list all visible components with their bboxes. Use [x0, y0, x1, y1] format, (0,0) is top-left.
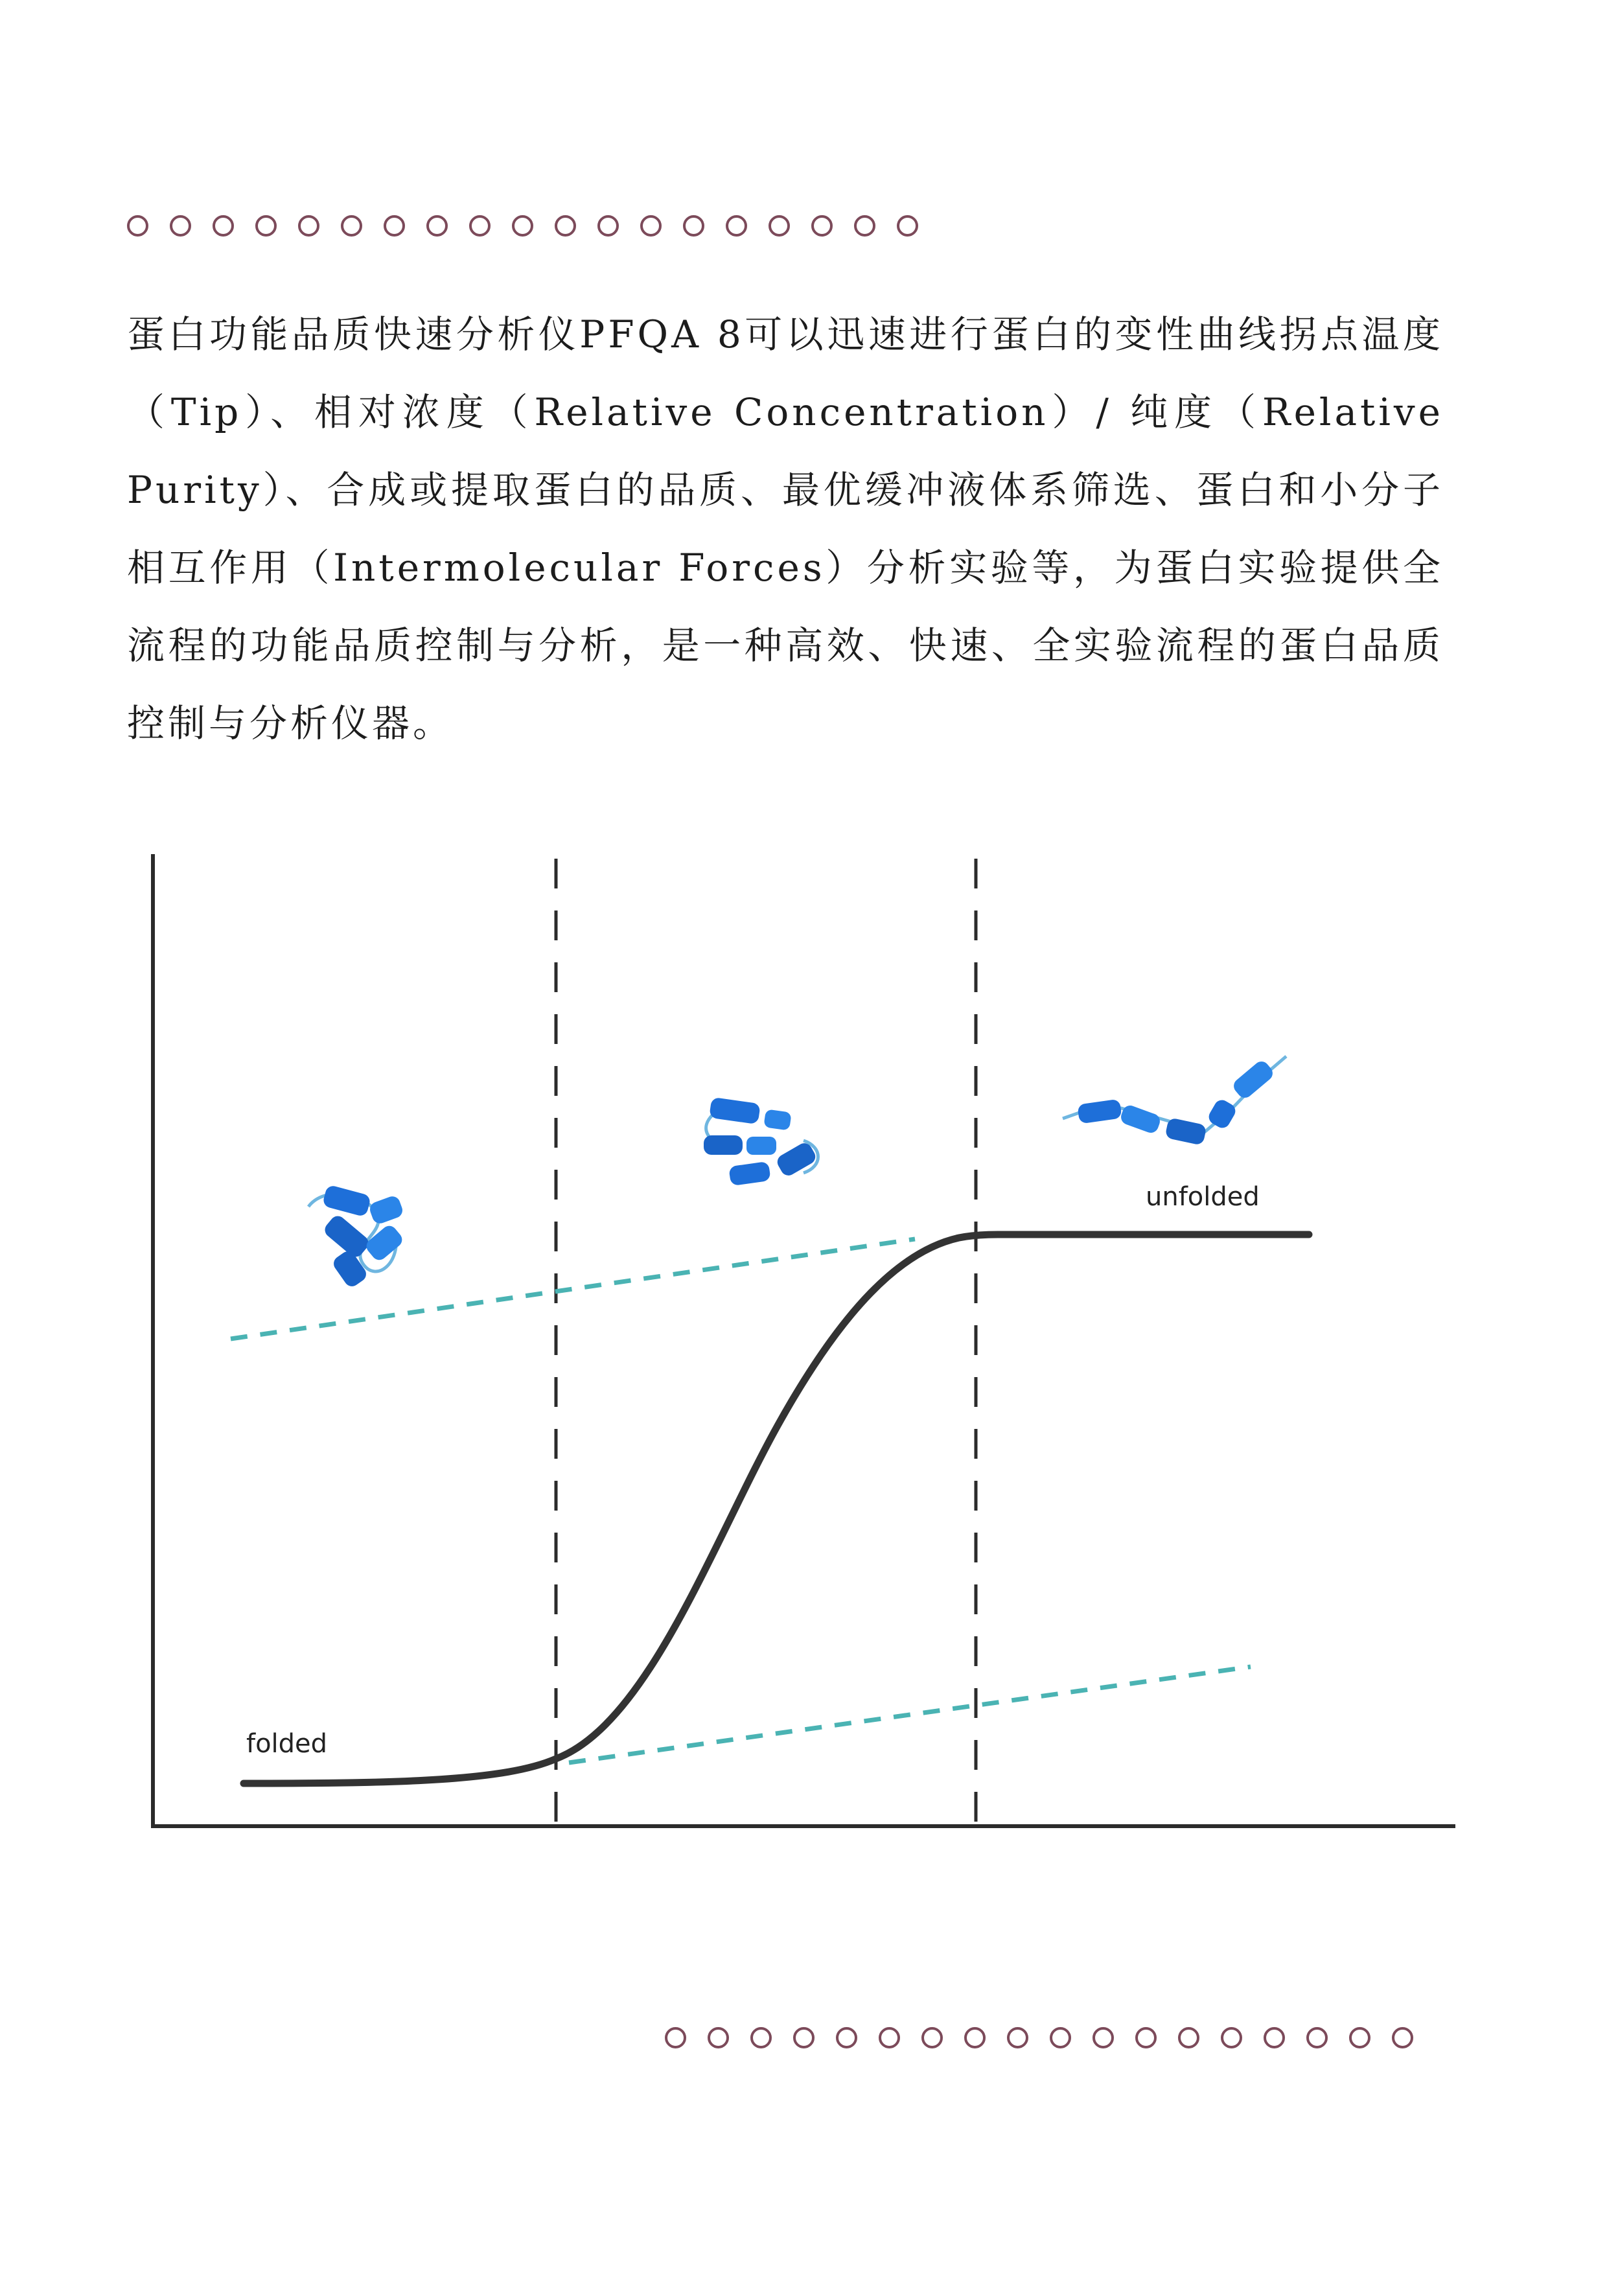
unfolded-protein-icon	[1063, 1056, 1286, 1146]
intro-paragraph: 蛋白功能品质快速分析仪PFQA 8可以迅速进行蛋白的变性曲线拐点温度（Tip）、相对浓度（Relative Concentration）/ 纯度（Relative Purity）、合成或提取蛋白的品质、最优缓冲液体系筛选、蛋白和小分子相互作用（Intermolecular Forces）分析实验等，为蛋白实验提供全流程的功能品质控制与分析，是一种高效、快速、全实验流程的蛋白品质控制与分析仪器。	[127, 312, 1444, 745]
unfolded-baseline	[231, 1239, 915, 1339]
folded-protein-icon	[308, 1185, 405, 1290]
decorative-dots-top	[127, 215, 940, 237]
intermediate-protein-icon	[704, 1097, 818, 1186]
unfolded-label: unfolded	[1146, 1182, 1260, 1212]
melting-curve	[244, 1235, 1309, 1783]
decorative-dots-bottom	[665, 2027, 1435, 2048]
folded-baseline	[569, 1667, 1251, 1763]
folded-label: folded	[246, 1729, 328, 1759]
